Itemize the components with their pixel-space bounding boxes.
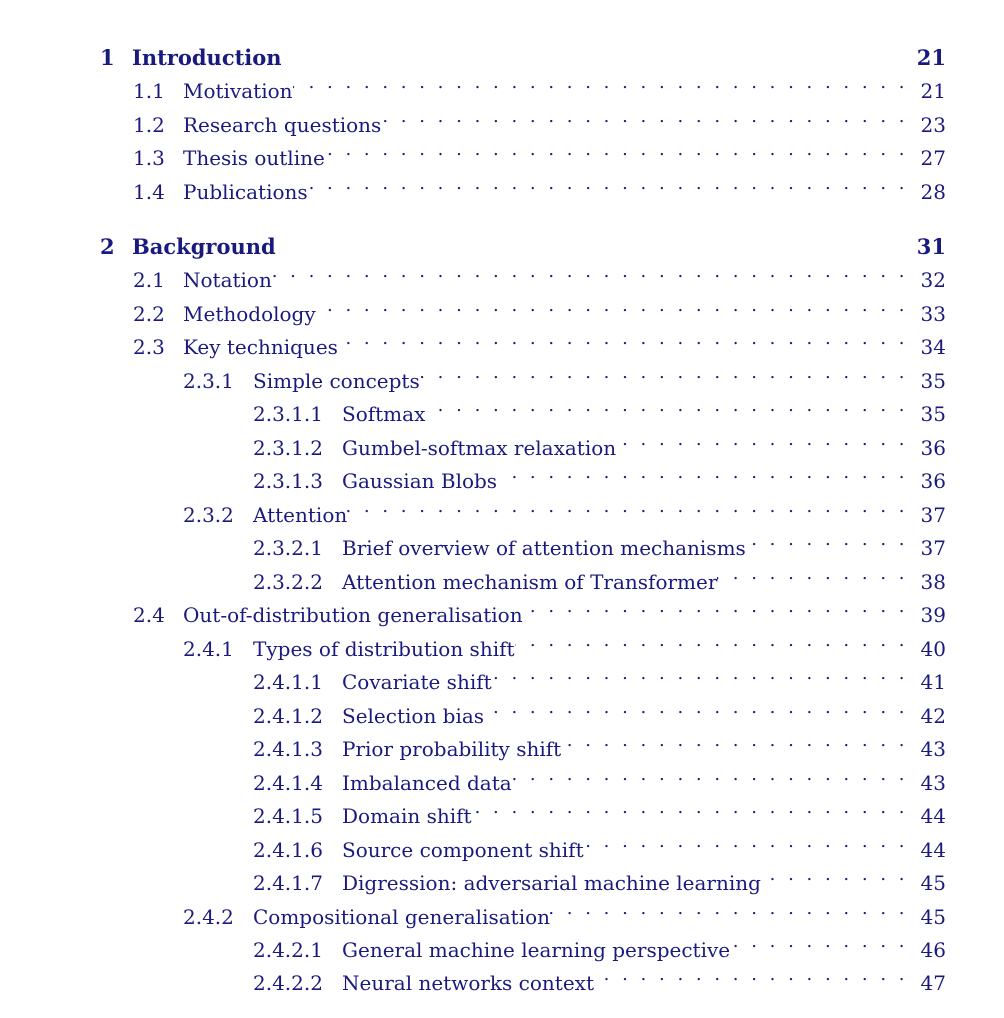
toc-entry[interactable] (253, 793, 946, 828)
dot-leader (746, 525, 908, 555)
toc-entry-title: Domain shift (342, 804, 472, 828)
toc-entry[interactable] (253, 760, 946, 795)
toc-entry-page-number: 45 (920, 871, 946, 895)
dot-leader (523, 592, 908, 622)
toc-entry-title: Softmax (342, 402, 426, 426)
toc-chapter-entry[interactable] (100, 224, 946, 259)
toc-entry[interactable] (253, 458, 946, 493)
toc-entry-number: 2.4 (133, 603, 165, 627)
toc-entry-number: 2.4.1.5 (253, 804, 323, 828)
toc-entry[interactable] (133, 592, 946, 627)
toc-entry-page-number: 40 (920, 637, 946, 661)
dot-leader (497, 458, 908, 488)
toc-entry-title: Neural networks context (342, 971, 594, 995)
dot-leader (272, 257, 908, 287)
dot-leader (338, 324, 908, 354)
toc-entry-page-number: 43 (920, 771, 946, 795)
dot-leader (584, 827, 908, 857)
toc-entry[interactable] (133, 68, 946, 103)
toc-entry-title: Digression: adversarial machine learning (342, 871, 761, 895)
toc-chapter-entry[interactable] (100, 35, 946, 70)
toc-entry[interactable] (253, 425, 946, 460)
toc-entry-page-number: 32 (920, 268, 946, 292)
toc-entry-number: 2.4.1.7 (253, 871, 323, 895)
toc-entry[interactable] (253, 860, 946, 895)
dot-leader (381, 102, 908, 132)
toc-entry-title: Selection bias (342, 704, 485, 728)
toc-entry[interactable] (253, 525, 946, 560)
toc-entry-title: Background (132, 234, 276, 259)
dot-leader (325, 135, 908, 165)
toc-entry[interactable] (183, 492, 946, 527)
toc-entry[interactable] (253, 693, 946, 728)
dot-leader (616, 425, 908, 455)
toc-entry-page-number: 37 (920, 503, 946, 527)
toc-entry-title: Introduction (132, 45, 282, 70)
toc-entry-page-number: 41 (920, 670, 946, 694)
toc-entry[interactable] (133, 102, 946, 137)
toc-entry-title: Attention (253, 503, 348, 527)
dot-leader (308, 169, 908, 199)
toc-entry-number: 2.3.2.1 (253, 536, 323, 560)
toc-entry-number: 2.4.2.1 (253, 938, 323, 962)
toc-entry-title: Publications (183, 180, 308, 204)
toc-entry[interactable] (253, 960, 946, 995)
toc-entry-page-number: 21 (916, 45, 946, 70)
dot-leader (347, 492, 908, 522)
toc-entry-page-number: 38 (920, 570, 946, 594)
dot-leader (550, 894, 908, 924)
toc-entry-number: 1.1 (133, 79, 165, 103)
dot-leader (472, 793, 908, 823)
toc-entry-title: Types of distribution shift (253, 637, 515, 661)
toc-entry-number: 2.4.1.4 (253, 771, 323, 795)
toc-entry-page-number: 36 (920, 469, 946, 493)
dot-leader (293, 68, 908, 98)
toc-entry-page-number: 35 (920, 402, 946, 426)
toc-entry-title: Methodology (183, 302, 316, 326)
toc-entry[interactable] (253, 827, 946, 862)
toc-entry-page-number: 42 (920, 704, 946, 728)
toc-entry-page-number: 33 (920, 302, 946, 326)
toc-entry-title: Source component shift (342, 838, 584, 862)
toc-entry-number: 2.2 (133, 302, 165, 326)
toc-entry-page-number: 44 (920, 804, 946, 828)
dot-leader (512, 760, 908, 790)
dot-leader (484, 693, 908, 723)
toc-entry-title: Gaussian Blobs (342, 469, 498, 493)
toc-entry[interactable] (253, 927, 946, 962)
toc-entry-number: 2.3.1.1 (253, 402, 323, 426)
toc-entry-number: 2.4.2.2 (253, 971, 323, 995)
toc-entry-title: Key techniques (183, 335, 338, 359)
dot-leader (420, 358, 908, 388)
toc-entry-number: 1 (100, 45, 115, 70)
toc-entry-title: Thesis outline (183, 146, 325, 170)
toc-entry-page-number: 44 (920, 838, 946, 862)
toc-entry-number: 1.2 (133, 113, 165, 137)
toc-entry-page-number: 37 (920, 536, 946, 560)
toc-entry-number: 2.4.1.2 (253, 704, 323, 728)
toc-entry-title: Covariate shift (342, 670, 492, 694)
toc-entry[interactable] (253, 659, 946, 694)
toc-entry-number: 2 (100, 234, 115, 259)
toc-entry-title: Compositional generalisation (253, 905, 551, 929)
toc-entry-title: Notation (183, 268, 272, 292)
toc-entry-number: 2.3.2.2 (253, 570, 323, 594)
dot-leader (561, 726, 908, 756)
toc-entry-page-number: 35 (920, 369, 946, 393)
toc-entry-page-number: 47 (920, 971, 946, 995)
toc-entry[interactable] (183, 358, 946, 393)
toc-entry-page-number: 34 (920, 335, 946, 359)
toc-entry[interactable] (133, 169, 946, 204)
toc-entry-number: 2.3.1.3 (253, 469, 323, 493)
toc-entry-page-number: 27 (920, 146, 946, 170)
toc-entry-page-number: 31 (916, 234, 946, 259)
toc-entry-number: 2.3.1.2 (253, 436, 323, 460)
dot-leader (425, 391, 908, 421)
toc-entry[interactable] (253, 559, 946, 594)
toc-entry-title: Brief overview of attention mechanisms (342, 536, 746, 560)
toc-entry[interactable] (133, 324, 946, 359)
toc-entry-title: Imbalanced data (342, 771, 512, 795)
toc-entry-number: 2.4.1.3 (253, 737, 323, 761)
dot-leader (717, 559, 908, 589)
toc-entry-page-number: 21 (920, 79, 946, 103)
toc-entry[interactable] (133, 135, 946, 170)
toc-entry-number: 2.4.1 (183, 637, 234, 661)
toc-entry-number: 1.3 (133, 146, 165, 170)
toc-entry-page-number: 36 (920, 436, 946, 460)
toc-entry-number: 2.3.1 (183, 369, 234, 393)
toc-entry-number: 2.4.1.1 (253, 670, 323, 694)
toc-entry-title: Out-of-distribution generalisation (183, 603, 523, 627)
toc-entry[interactable] (133, 257, 946, 292)
toc-entry-title: Gumbel-softmax relaxation (342, 436, 617, 460)
toc-entry[interactable] (253, 391, 946, 426)
dot-leader (730, 927, 908, 957)
dot-leader (594, 960, 908, 990)
dot-leader (492, 659, 908, 689)
toc-entry-title: Attention mechanism of Transformer (342, 570, 718, 594)
toc-entry-number: 2.4.1.6 (253, 838, 323, 862)
toc-entry-page-number: 23 (920, 113, 946, 137)
toc-entry[interactable] (253, 726, 946, 761)
toc-entry[interactable] (183, 894, 946, 929)
dot-leader (316, 291, 908, 321)
toc-entry-title: General machine learning perspective (342, 938, 731, 962)
toc-entry-title: Research questions (183, 113, 382, 137)
toc-entry[interactable] (183, 626, 946, 661)
toc-entry-number: 2.3.2 (183, 503, 234, 527)
toc-entry-page-number: 43 (920, 737, 946, 761)
toc-entry-title: Prior probability shift (342, 737, 562, 761)
toc-entry-page-number: 28 (920, 180, 946, 204)
dot-leader (515, 626, 908, 656)
toc-entry-title: Motivation (183, 79, 293, 103)
toc-entry[interactable] (133, 291, 946, 326)
toc-entry-page-number: 39 (920, 603, 946, 627)
toc-entry-page-number: 46 (920, 938, 946, 962)
toc-entry-number: 2.1 (133, 268, 165, 292)
toc-entry-page-number: 45 (920, 905, 946, 929)
toc-entry-number: 2.3 (133, 335, 165, 359)
toc-entry-title: Simple concepts (253, 369, 420, 393)
dot-leader (761, 860, 908, 890)
toc-entry-number: 2.4.2 (183, 905, 234, 929)
toc-entry-number: 1.4 (133, 180, 165, 204)
